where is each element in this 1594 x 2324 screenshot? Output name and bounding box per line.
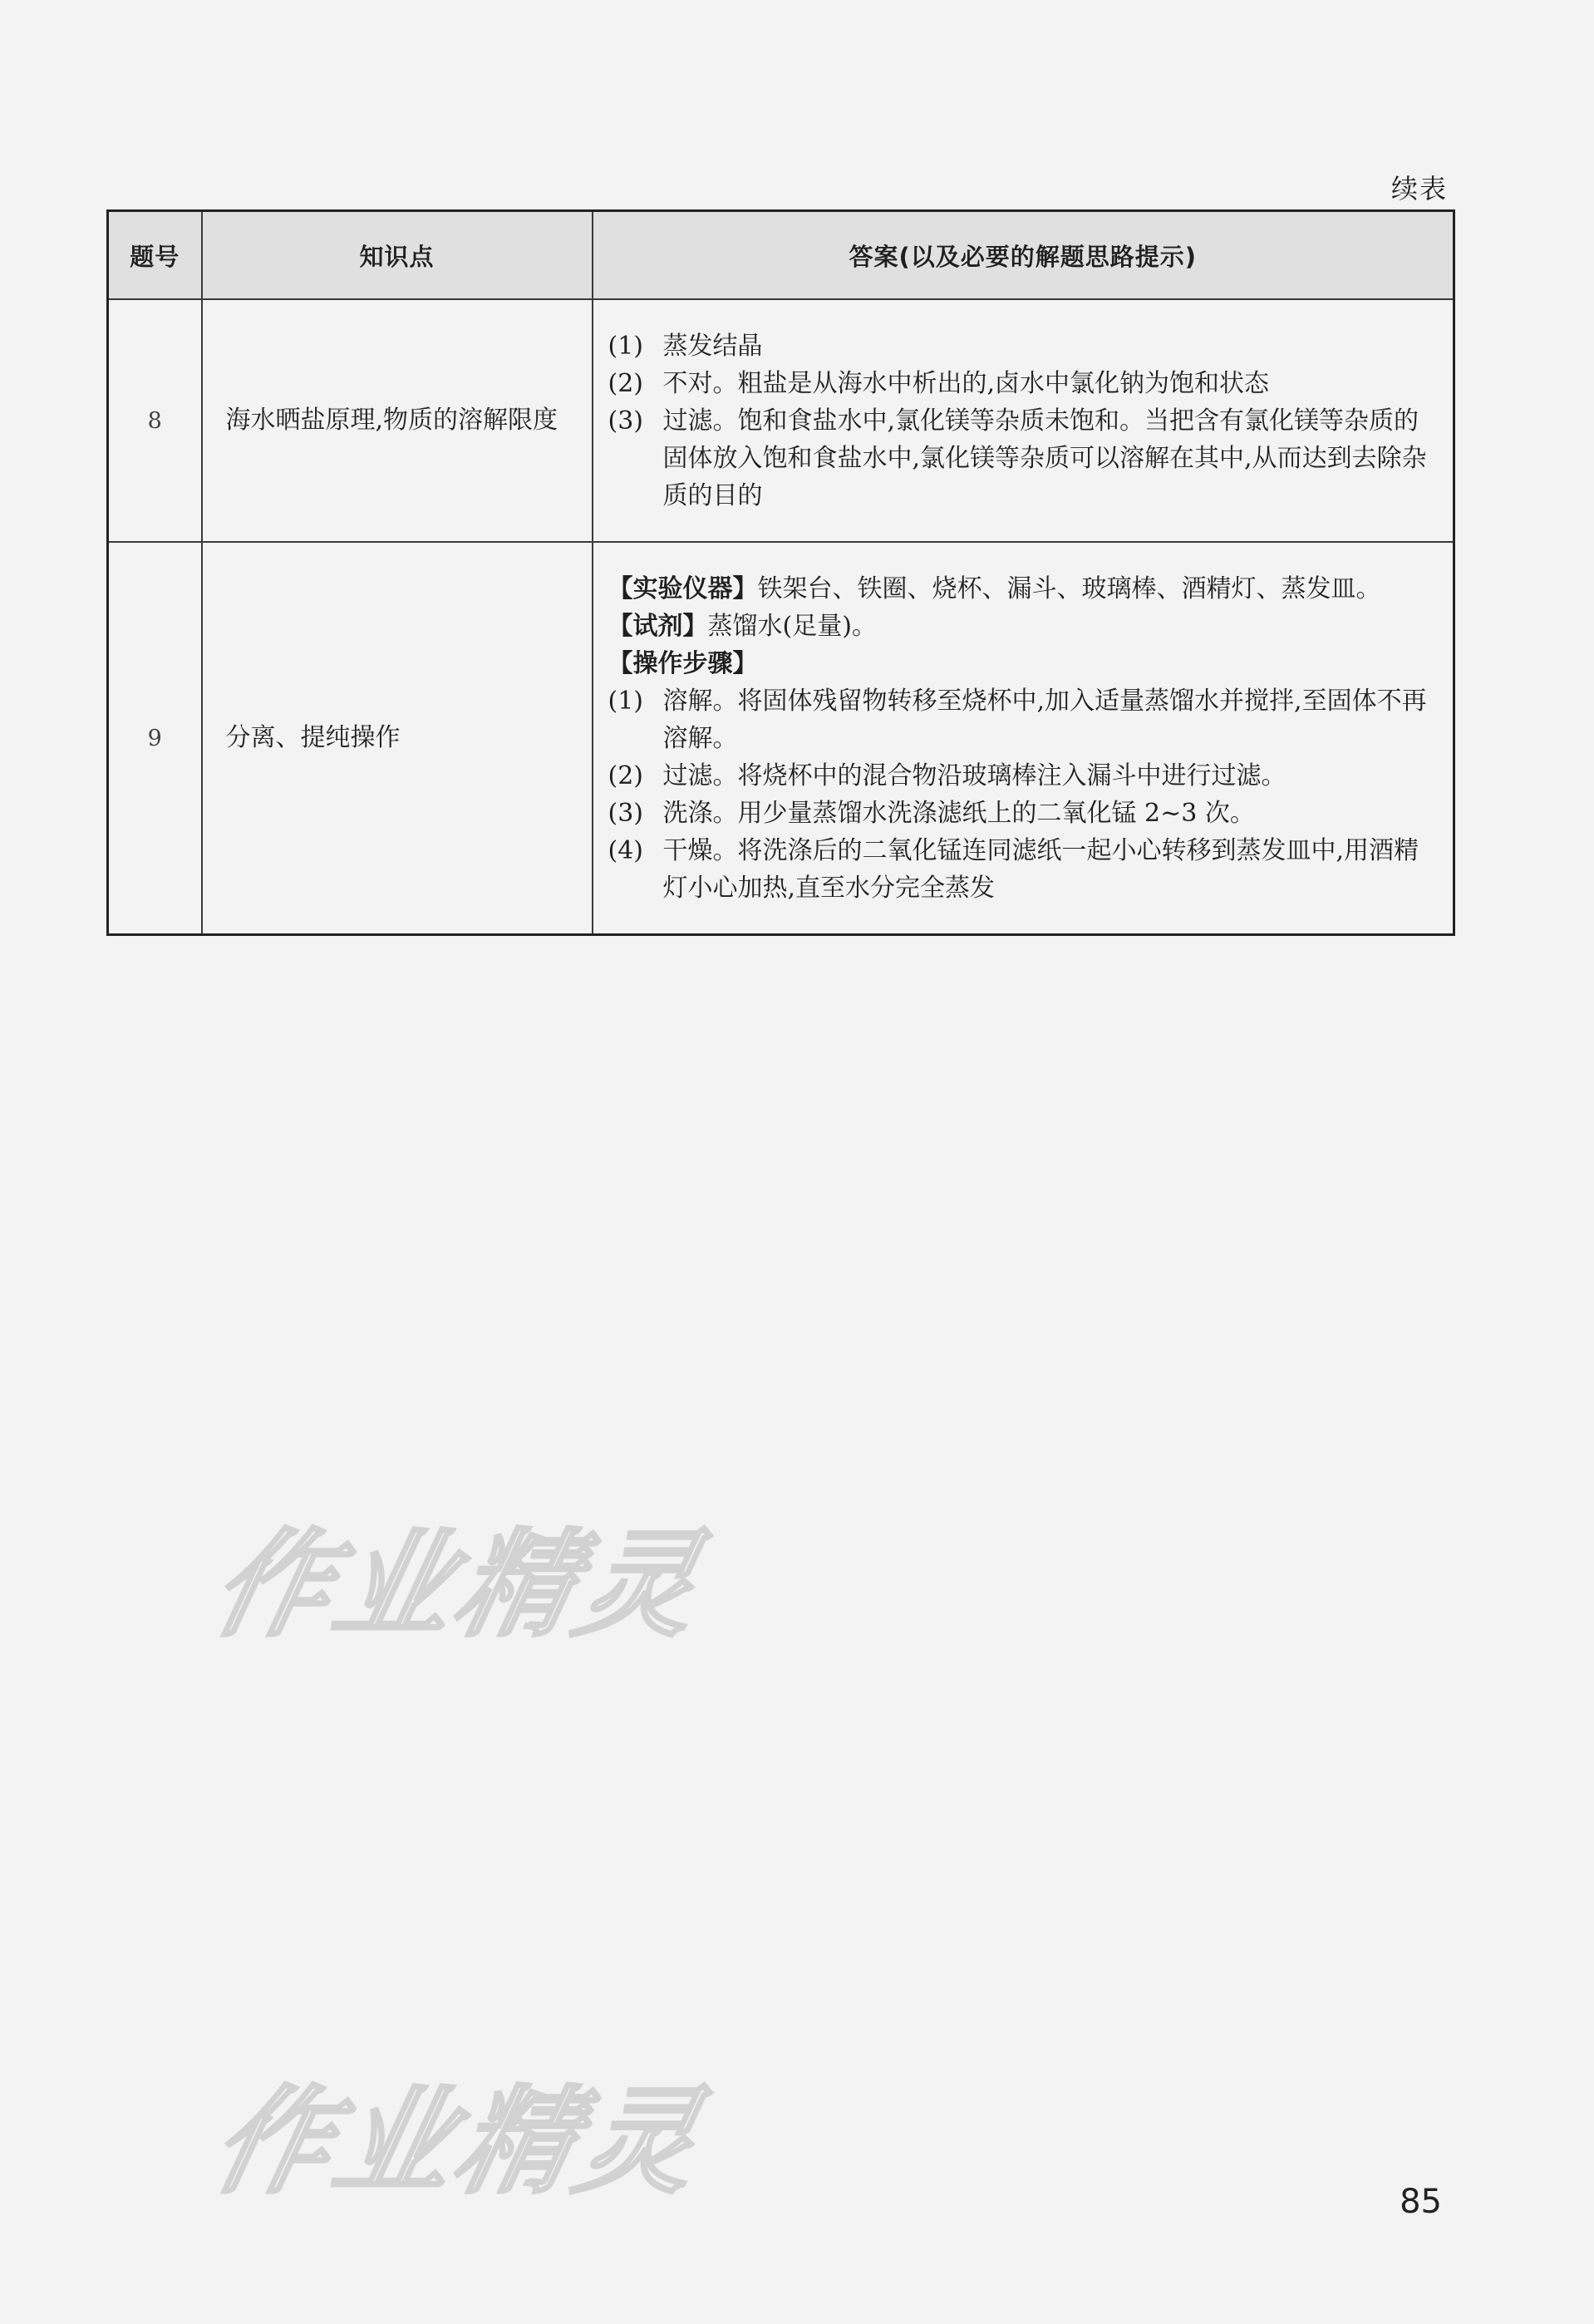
row-answer bbox=[593, 542, 1454, 935]
table-row bbox=[108, 299, 1454, 542]
apparatus-line: 【实验仪器】铁架台、铁圈、烧杯、漏斗、玻璃棒、酒精灯、蒸发皿。 bbox=[608, 574, 1381, 603]
table-row bbox=[108, 542, 1454, 935]
row-number: 9 bbox=[108, 542, 202, 935]
answer-item: (2) 过滤。将烧杯中的混合物沿玻璃棒注入漏斗中进行过滤。 bbox=[608, 761, 1287, 790]
row-answer bbox=[593, 299, 1454, 542]
answer-item: (1) 蒸发结晶 bbox=[608, 331, 763, 361]
answer-item: (1) 溶解。将固体残留物转移至烧杯中,加入适量蒸馏水并搅拌,至固体不再溶解。 bbox=[608, 686, 1427, 753]
table-header-row bbox=[108, 211, 1454, 300]
steps-heading: 【操作步骤】 bbox=[608, 648, 758, 678]
header-topic: 知识点 bbox=[202, 211, 593, 300]
answer-item: (3) 过滤。饱和食盐水中,氯化镁等杂质未饱和。当把含有氯化镁等杂质的固体放入饱和食盐水中,氯化镁等杂质可以溶解在其中,从而达到去除杂质的目的 bbox=[608, 406, 1427, 510]
answer-item: (4) 干燥。将洗涤后的二氧化锰连同滤纸一起小心转移到蒸发皿中,用酒精灯小心加热,直至水分完全蒸发 bbox=[608, 835, 1419, 903]
row-number: 8 bbox=[108, 299, 202, 542]
reagent-line: 【试剂】蒸馏水(足量)。 bbox=[608, 611, 877, 641]
answer-item: (3) 洗涤。用少量蒸馏水洗涤滤纸上的二氧化锰 2~3 次。 bbox=[608, 798, 1255, 828]
continued-label: 续表 bbox=[1390, 173, 1448, 204]
answer-table bbox=[106, 209, 1455, 936]
answer-item: (2) 不对。粗盐是从海水中析出的,卤水中氯化钠为饱和状态 bbox=[608, 368, 1270, 398]
row-topic: 分离、提纯操作 bbox=[202, 542, 593, 935]
watermark: 作业精灵 bbox=[201, 2075, 716, 2210]
row-topic: 海水晒盐原理,物质的溶解限度 bbox=[202, 299, 593, 542]
header-answer: 答案(以及必要的解题思路提示) bbox=[593, 211, 1454, 300]
watermark: 作业精灵 bbox=[201, 1518, 716, 1653]
header-number: 题号 bbox=[108, 211, 202, 300]
page-number: 85 bbox=[1400, 2183, 1442, 2221]
